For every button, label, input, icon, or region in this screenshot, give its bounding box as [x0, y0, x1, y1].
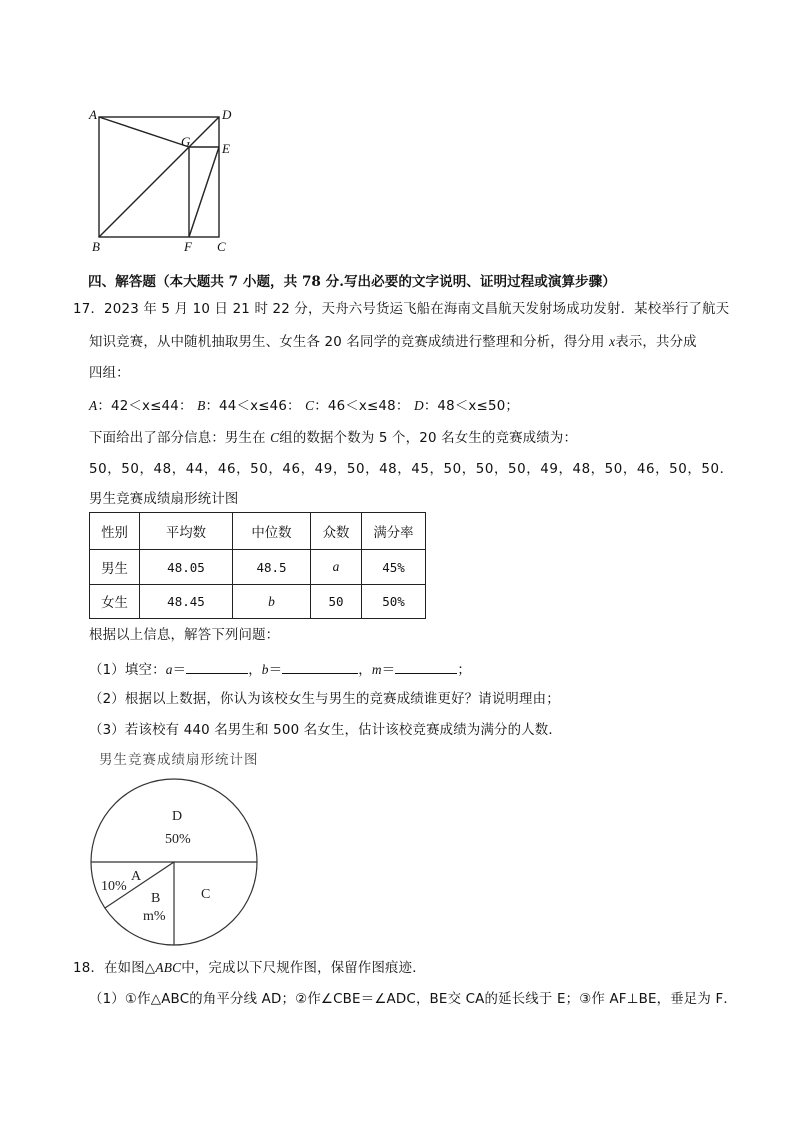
group-a-range: ：42＜x≤44：	[97, 399, 193, 414]
group-b-range: ：44＜x≤46：	[205, 399, 301, 414]
slice-c-label: C	[201, 887, 211, 902]
group-c-name: C	[305, 398, 315, 413]
slice-a-label: A	[131, 869, 142, 884]
q17-sub2: （2）根据以上数据，你认为该校女生与男生的竞赛成绩谁更好？请说明理由；	[89, 692, 560, 707]
table-row	[90, 585, 426, 619]
group-d-range: ：48＜x≤50；	[423, 399, 520, 414]
blank-m[interactable]	[395, 660, 457, 674]
cell-gender: 女生	[90, 585, 140, 619]
comma: ，	[358, 663, 372, 678]
table-header-row	[90, 513, 426, 550]
header-mode: 众数	[311, 513, 362, 550]
segment-fe	[189, 147, 219, 237]
slice-d-label: D	[172, 809, 183, 824]
header-full-score-rate: 满分率	[362, 513, 426, 550]
q17-line3: 四组：	[89, 366, 130, 381]
table-row	[90, 550, 426, 585]
slice-d-value: 50%	[165, 832, 191, 847]
group-a-name: A	[89, 398, 98, 413]
slice-b-label: B	[151, 891, 161, 906]
cell-mode: 50	[311, 585, 362, 619]
q17-sub1	[89, 660, 471, 679]
diagonal-bd	[99, 117, 219, 237]
header-mean: 平均数	[140, 513, 233, 550]
q17-prompt: 根据以上信息，解答下列问题：	[89, 628, 280, 643]
var-c: C	[270, 430, 280, 445]
q17-text-line2: 知识竞赛，从中随机抽取男生、女生各 20 名同学的竞赛成绩进行整理和分析，得分用	[89, 335, 610, 350]
var-x: x	[609, 334, 616, 349]
var-m: m	[371, 662, 382, 677]
slice-a-value: 10%	[101, 879, 127, 894]
slice-b-value: m%	[143, 909, 166, 924]
q18-text: 在如图△	[104, 961, 156, 976]
blank-a[interactable]	[186, 660, 248, 674]
label-b: B	[92, 239, 100, 254]
cell-median: b	[233, 585, 311, 619]
equals-sign: ＝	[268, 663, 283, 678]
var-b: b	[261, 662, 269, 677]
sub1-label: （1）填空：	[89, 663, 166, 678]
label-c: C	[217, 239, 226, 254]
group-d-name: D	[413, 398, 424, 413]
var-a: a	[165, 662, 173, 677]
comma: ，	[248, 663, 262, 678]
group-c-range: ：46＜x≤48：	[314, 399, 410, 414]
cell-gender: 男生	[90, 550, 140, 585]
q17-number: 17．	[73, 302, 105, 317]
q18-sub1: （1）①作△ABC的角平分线 AD；②作∠CBE＝∠ADC，BE交 CA的延长线于 E；③作 AF⊥BE，垂足为 F．	[89, 992, 737, 1007]
q18-text-end: 中，完成以下尺规作图，保留作图痕迹．	[181, 961, 426, 976]
q17-text-line1: 2023 年 5 月 10 日 21 时 22 分，天舟六号货运飞船在海南文昌航天发射场成功发射．某校举行了航天	[104, 302, 730, 317]
cell-mode: a	[311, 550, 362, 585]
pie-chart-title: 男生竞赛成绩扇形统计图	[99, 752, 259, 768]
label-e: E	[222, 141, 230, 156]
cell-median: 48.5	[233, 550, 311, 585]
pie-chart	[85, 770, 265, 950]
section-heading: 四、解答题（本大题共 7 小题，共 78 分.写出必要的文字说明、证明过程或演算步骤）	[88, 274, 616, 290]
segment-ag	[99, 117, 189, 147]
cell-rate: 50%	[362, 585, 426, 619]
label-f: F	[184, 239, 192, 254]
label-a: A	[89, 107, 97, 122]
label-g: G	[181, 134, 191, 149]
table-caption: 男生竞赛成绩扇形统计图	[89, 492, 239, 507]
var-abc: ABC	[155, 960, 182, 975]
q17-groups	[89, 398, 519, 415]
q17-info	[89, 430, 577, 447]
cell-rate: 45%	[362, 550, 426, 585]
q18-line1	[73, 960, 426, 977]
header-gender: 性别	[90, 513, 140, 550]
semicolon: ；	[457, 663, 471, 678]
group-b-name: B	[197, 398, 206, 413]
equals-sign: ＝	[381, 663, 396, 678]
q17-sub3: （3）若该校有 440 名男生和 500 名女生，估计该校竞赛成绩为满分的人数．	[89, 723, 562, 738]
cell-mean: 48.45	[140, 585, 233, 619]
q17-text-line2-end: 表示，共分成	[615, 335, 697, 350]
female-scores: 50，50，48，44，46，50，46，49，50，48，45，50，50，50，49，48，50，46，50，50．	[89, 462, 734, 477]
label-d: D	[222, 107, 232, 122]
q18-number: 18．	[73, 961, 105, 976]
blank-b[interactable]	[282, 660, 358, 674]
q17-line1	[73, 302, 729, 318]
cell-mean: 48.05	[140, 550, 233, 585]
stats-table	[89, 512, 426, 619]
geometry-figure-square	[80, 100, 250, 260]
info-text-end: 组的数据个数为 5 个，20 名女生的竞赛成绩为：	[279, 431, 578, 446]
q17-line2	[89, 334, 697, 351]
header-median: 中位数	[233, 513, 311, 550]
equals-sign: ＝	[172, 663, 187, 678]
info-text: 下面给出了部分信息：男生在	[89, 431, 271, 446]
